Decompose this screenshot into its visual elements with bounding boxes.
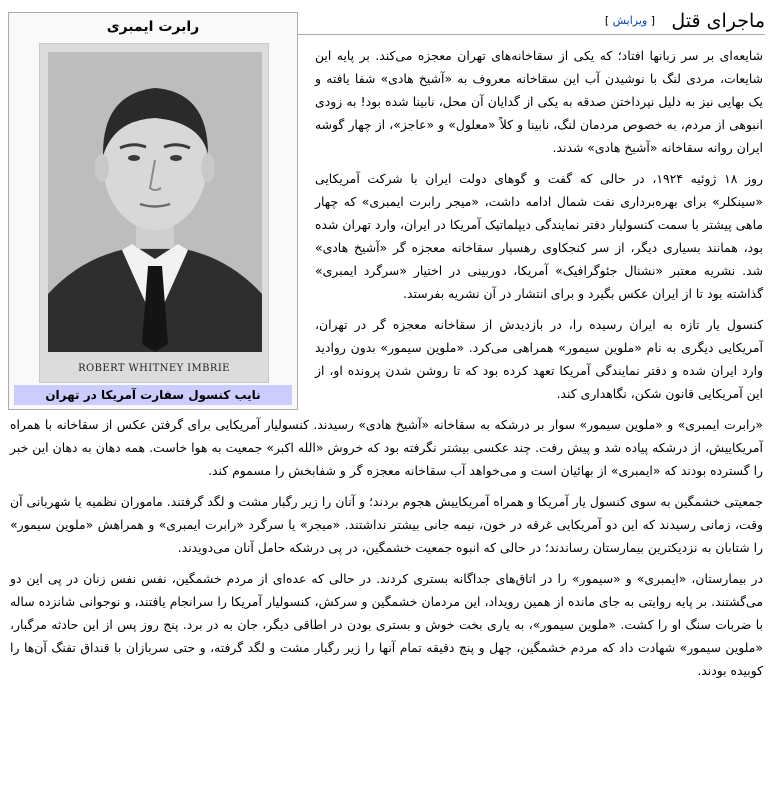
paragraph-hospital: در بیمارستان، «ایمبری» و «سیمور» را در اتاق‌های جداگانه بستری کردند. در حالی که عده‌ای از مردم خشمگین، نفس نفس زنان در پی این دو می‌گشتند. بر پایه روایتی به جای مانده از همین رویداد، این مردمان خشمگین و سرکش، کنسولیار آمریکا را سرانجام یافتند، و نوجوانی شانزده ساله با ضربات سنگ او را کشت. «ملوین سیمور»، به یاری بخت خوش و بستری بودن در اطاقی دیگر، جان به در برد. پنج روز پس از این حادثه مرگبار، «ملوین سیمور» شهادت داد که مردم خشمگین، چهل و پنج دقیقه تمام آنها را زیر رگبار مشت و لگد گرفته، و حتی سربازان با قنداق تفنگ آن‌ها را کوبیده بودند. [10,571,763,678]
paragraph-rumor: شایعه‌ای بر سر زبانها افتاد؛ که یکی از سقاخانه‌های تهران معجزه می‌کند. بر پایه این شایعات، مردی لنگ با نوشیدن آب این سقاخانه معروف به «آشیخ هادی» شفا یافته و یک بهایی نیز به دلیل نپرداختن صدقه به یکی از گدایان آن محل، نابینا شده بود! به زودی انبوهی از مردم، به خصوص مردمان لنگ، نابینا و کلاً «معلول» و «عاجز»، از چهار گوشه ایران روانه سقاخانه «آشیخ هادی» شدند. [315,48,763,155]
infobox-title: رابرت ایمبری [106,19,200,35]
paragraph-arrival: «رابرت ایمبری» و «ملوین سیمور» سوار بر درشکه به سقاخانه «آشیخ هادی» رسیدند. کنسولیار آمریکایی برای گرفتن عکس از سقاخانه با همراه آمریکاییش، از درشکه پیاده شد و پیش رفت. چند عکسی بیشتر نگرفته بود که خروش «الله اکبر» جمعیت به هوا خاست. همه دهان به دهان این خبر را گسترده بودند که «ایمبری» از بهائیان است و می‌خواهد آب سقاخانه معجزه گر و شفابخش را مسموم کند. [10,417,763,478]
paragraph-companion: کنسول یار تازه به ایران رسیده را، در بازدیدش از سقاخانه معجزه گر در تهران، آمریکایی دیگری به نام «ملوین سیمور» همراهی می‌کرد. «ملوین سیمور» بدون روادید وارد ایران شده و دفتر نمایندگی آمریکا تعهد کرده بود که تا روشن شدن پرونده او، از این آمریکایی قانون شکن، نگاهداری کند. [315,317,763,401]
paragraph-visit: روز ۱۸ ژوئیه ۱۹۲۴، در حالی که گفت و گوهای دولت ایران با شرکت آمریکایی «سینکلر» برای بهره‌برداری نفت شمال ادامه داشت، «میجر رابرت ایمبری» که چهار ماهی پیشتر با سمت کنسولیار دفتر نمایندگی دیپلماتیک آمریکا در ایران، وارد تهران شده بود، همانند بسیاری دیگر، از سر کنجکاوی رهسپار سقاخانه معجزه گر «آشیخ هادی» شد. نشریه معتبر «نشنال جئوگرافیک» آمریکا، دوربینی در اختیار «سرگرد ایمبری» گذاشته بود تا از ایران عکس بگیرد و برای انتشار در آن نشریه بفرستد. [315,171,763,301]
edit-section-link-wrapper [605,14,655,27]
article-body [10,44,763,690]
edit-bracket-open: [ [604,14,610,27]
edit-section-link[interactable]: ویرایش [612,14,648,27]
edit-bracket-close: ] [650,14,655,27]
infobox-caption: نایب کنسول سفارت آمریکا در تهران [14,385,292,405]
paragraph-attack: جمعیتی خشمگین به سوی کنسول یار آمریکا و همراه آمریکاییش هجوم بردند؛ و آنان را زیر رگبار مشت و لگد گرفتند. ماموران نظمیه یا شهربانی آن وقت، زمانی رسیدند که این دو آمریکایی غرقه در خون، نیمه جانی بیشتر نداشتند. «میجر» یا سرگرد «رابرت ایمبری» و همراهش «ملوین سیمور» را شتابان به نزدیکترین بیمارستان رساندند؛ در حالی که انبوه جمعیت خشمگین، در پی درشکه حامل آنان می‌دویدند. [10,494,763,555]
section-title: ماجرای قتل [671,10,765,32]
photo-caption: ROBERT WHITNEY IMBRIE [78,363,230,374]
